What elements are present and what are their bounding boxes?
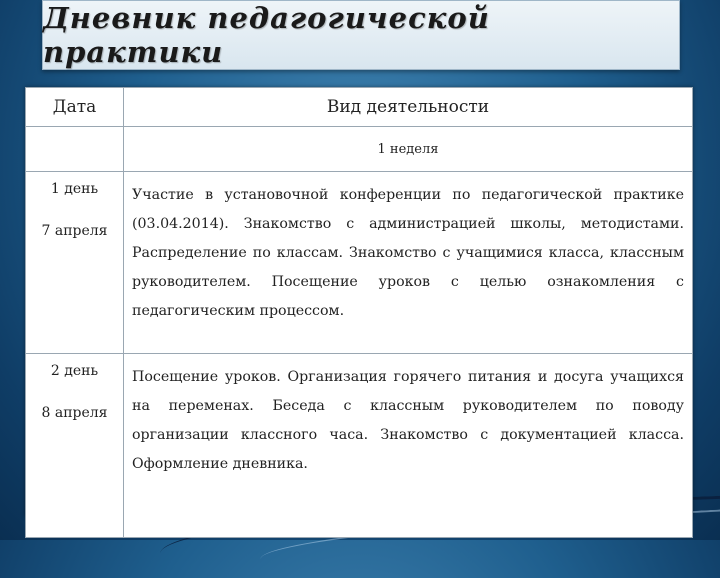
page-title: Дневник педагогической практики xyxy=(43,1,490,69)
week-row xyxy=(26,127,693,172)
table-header-row xyxy=(26,88,693,127)
diary-table xyxy=(25,87,693,538)
date-cell xyxy=(26,354,124,538)
header-activity: Вид деятельности xyxy=(124,88,693,127)
day-label: 1 день xyxy=(50,181,99,197)
date-label: 8 апреля xyxy=(41,404,108,421)
title-banner xyxy=(42,0,680,70)
activity-text: Посещение уроков. Организация горячего питания и досуга учащихся на переменах. Беседа с классным руководителем по поводу организации классного часа. Знакомство с документацией класса. Оформление дневника. xyxy=(124,354,693,538)
day-label: 2 день xyxy=(50,363,99,379)
date-cell xyxy=(26,172,124,354)
table-row xyxy=(26,354,693,538)
diary-table-container xyxy=(25,87,693,517)
header-date: Дата xyxy=(26,88,124,127)
week-empty-cell xyxy=(26,127,124,172)
activity-text: Участие в установочной конференции по педагогической практике (03.04.2014). Знакомство с администрацией школы, методистами. Распределение по классам. Знакомство с учащимися класса, классным руководителем. Посещение уроков с целью ознакомления с педагогическим процессом. xyxy=(124,172,693,354)
table-row xyxy=(26,172,693,354)
date-label: 7 апреля xyxy=(41,222,108,239)
week-label: 1 неделя xyxy=(124,127,693,172)
